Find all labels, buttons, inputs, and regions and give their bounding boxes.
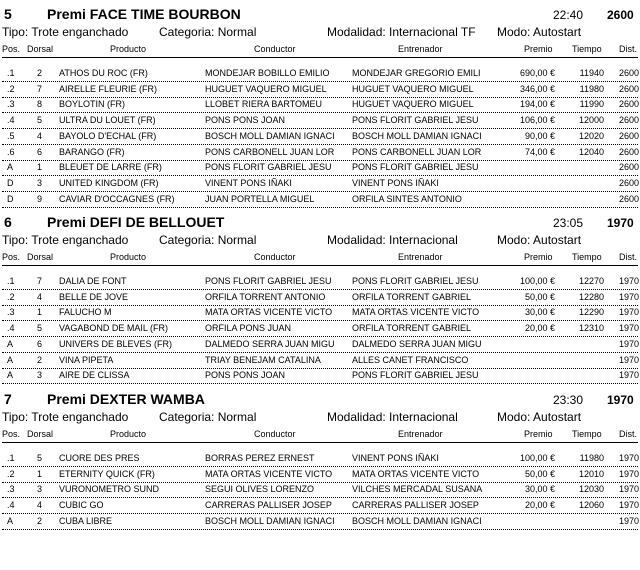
col-dorsal-header: Dorsal xyxy=(27,44,54,54)
cell-pos: .3 xyxy=(7,307,15,318)
race-modo: Modo: Autostart xyxy=(497,25,582,39)
cell-conductor: TRIAY BENEJAM CATALINA xyxy=(205,354,321,365)
cell-tiempo: 12000 xyxy=(578,115,604,126)
cell-dist: 1970 xyxy=(618,354,639,365)
cell-pos: .2 xyxy=(7,468,15,479)
table-row xyxy=(0,482,640,497)
cell-dorsal: 1 xyxy=(37,162,43,173)
table-row xyxy=(0,145,640,160)
cell-dorsal: 6 xyxy=(37,146,43,157)
race-title: Premi DEFI DE BELLOUET xyxy=(47,214,225,230)
cell-dorsal: 7 xyxy=(37,83,43,94)
col-producto-header: Producto xyxy=(110,429,147,439)
cell-pos: .1 xyxy=(7,68,15,78)
cell-conductor: MATA ORTAS VICENTE VICTO xyxy=(205,307,333,318)
table-row xyxy=(0,129,640,144)
cell-pos: .4 xyxy=(7,115,15,126)
cell-producto: BAYOLO D'ECHAL (FR) xyxy=(59,130,157,141)
col-entrenador-header: Entrenador xyxy=(398,252,443,262)
cell-dist: 1970 xyxy=(618,323,639,334)
cell-dist: 2600 xyxy=(618,193,639,204)
cell-tiempo: 12290 xyxy=(578,307,604,318)
cell-producto: ATHOS DU ROC (FR) xyxy=(59,68,148,78)
race-categoria: Categoria: Normal xyxy=(159,25,257,39)
cell-dorsal: 7 xyxy=(37,276,43,286)
cell-producto: CUBIC GO xyxy=(59,500,104,511)
cell-producto: BOYLOTIN (FR) xyxy=(59,99,126,110)
cell-producto: UNIVERS DE BLEVES (FR) xyxy=(59,338,173,349)
col-dist-header: Dist. xyxy=(619,429,637,439)
row-divider xyxy=(2,529,638,530)
cell-pos: A xyxy=(7,338,14,349)
cell-entrenador: DALMEDO SERRA JUAN MIGU xyxy=(352,338,482,349)
cell-pos: .4 xyxy=(7,323,15,334)
col-tiempo-header: Tiempo xyxy=(572,44,602,54)
cell-tiempo: 12270 xyxy=(578,276,604,286)
cell-premio: 194,00 € xyxy=(519,99,555,110)
cell-producto: BELLE DE JOVE xyxy=(59,291,129,302)
cell-pos: D xyxy=(7,177,14,188)
race-number: 6 xyxy=(4,214,12,230)
cell-entrenador: ALLES CANET FRANCISCO xyxy=(352,354,469,365)
cell-dist: 1970 xyxy=(618,500,639,511)
race-distance: 1970 xyxy=(607,216,634,230)
cell-producto: CUBA LIBRE xyxy=(59,515,113,526)
cell-dist: 1970 xyxy=(618,338,639,349)
race-categoria: Categoria: Normal xyxy=(159,233,257,247)
cell-dist: 2600 xyxy=(618,83,639,94)
cell-pos: .3 xyxy=(7,99,15,110)
race-distance: 2600 xyxy=(607,8,634,22)
col-producto-header: Producto xyxy=(110,252,147,262)
cell-dist: 2600 xyxy=(618,146,639,157)
cell-producto: ETERNITY QUICK (FR) xyxy=(59,468,155,479)
cell-premio: 20,00 € xyxy=(524,323,555,334)
race-title: Premi DEXTER WAMBA xyxy=(47,391,205,407)
table-row xyxy=(0,192,640,207)
cell-dorsal: 2 xyxy=(37,68,43,78)
cell-pos: A xyxy=(7,354,14,365)
cell-entrenador: ORFILA TORRENT GABRIEL xyxy=(352,291,472,302)
cell-entrenador: ORFILA TORRENT GABRIEL xyxy=(352,323,472,334)
cell-conductor: HUGUET VAQUERO MIGUEL xyxy=(205,83,327,94)
cell-dorsal: 3 xyxy=(37,484,43,495)
col-producto-header: Producto xyxy=(110,44,147,54)
cell-premio: 90,00 € xyxy=(524,130,555,141)
col-pos-header: Pos. xyxy=(2,429,21,439)
race-modalidad: Modalidad: Internacional TF xyxy=(327,25,476,39)
cell-conductor: DALMEDO SERRA JUAN MIGU xyxy=(205,338,335,349)
cell-dist: 2600 xyxy=(618,177,639,188)
cell-dorsal: 2 xyxy=(37,354,43,365)
cell-premio: 106,00 € xyxy=(519,115,555,126)
race-time: 22:40 xyxy=(553,8,584,22)
header-divider xyxy=(2,57,638,58)
cell-entrenador: VILCHES MERCADAL SUSANA xyxy=(352,484,483,495)
cell-dist: 1970 xyxy=(618,276,639,286)
cell-entrenador: CARRERAS PALLISER JOSEP xyxy=(352,500,479,511)
table-row xyxy=(0,337,640,352)
cell-tiempo: 12040 xyxy=(578,146,604,157)
cell-pos: .6 xyxy=(7,146,15,157)
cell-entrenador: HUGUET VAQUERO MIGUEL xyxy=(352,83,474,94)
cell-dist: 1970 xyxy=(618,515,639,526)
cell-premio: 30,00 € xyxy=(524,307,555,318)
col-pos-header: Pos. xyxy=(2,44,21,54)
cell-entrenador: VINENT PONS IÑAKI xyxy=(352,177,439,188)
col-entrenador-header: Entrenador xyxy=(398,429,443,439)
cell-conductor: PONS FLORIT GABRIEL JESU xyxy=(205,162,332,173)
cell-dist: 2600 xyxy=(618,115,639,126)
cell-producto: FALUCHO M xyxy=(59,307,112,318)
race-modalidad: Modalidad: Internacional xyxy=(327,233,458,247)
cell-conductor: LLOBET RIERA BARTOMEU xyxy=(205,99,323,110)
cell-dorsal: 2 xyxy=(37,515,43,526)
race-modalidad: Modalidad: Internacional xyxy=(327,410,458,424)
table-row xyxy=(0,498,640,513)
cell-tiempo: 11990 xyxy=(579,99,604,110)
table-row xyxy=(0,353,640,368)
cell-dorsal: 5 xyxy=(37,323,43,334)
cell-premio: 20,00 € xyxy=(524,500,555,511)
cell-producto: BARANGO (FR) xyxy=(59,146,125,157)
race-number: 5 xyxy=(4,6,12,22)
cell-producto: AIRELLE FLEURIE (FR) xyxy=(59,83,158,94)
cell-dist: 1970 xyxy=(618,453,639,463)
cell-dorsal: 1 xyxy=(37,468,43,479)
cell-conductor: MONDEJAR BOBILLO EMILIO xyxy=(205,68,330,78)
cell-dorsal: 5 xyxy=(37,453,43,463)
cell-producto: AIRE DE CLISSA xyxy=(59,370,130,381)
cell-tiempo: 11980 xyxy=(579,83,604,94)
cell-entrenador: PONS FLORIT GABRIEL JESU xyxy=(352,276,479,286)
col-premio-header: Premio xyxy=(524,429,553,439)
cell-dorsal: 4 xyxy=(37,130,43,141)
cell-pos: D xyxy=(7,193,14,204)
col-dist-header: Dist. xyxy=(619,44,637,54)
col-dist-header: Dist. xyxy=(619,252,637,262)
cell-pos: .4 xyxy=(7,500,15,511)
cell-entrenador: PONS FLORIT GABRIEL JESU xyxy=(352,115,479,126)
table-row xyxy=(0,176,640,191)
cell-producto: ULTRA DU LOUET (FR) xyxy=(59,115,156,126)
cell-conductor: PONS PONS JOAN xyxy=(205,115,286,126)
cell-pos: A xyxy=(7,515,14,526)
cell-producto: CUORE DES PRES xyxy=(59,453,140,463)
cell-dorsal: 5 xyxy=(37,115,43,126)
cell-premio: 100,00 € xyxy=(519,453,555,463)
cell-premio: 690,00 € xyxy=(519,68,555,78)
cell-entrenador: PONS CARBONELL JUAN LOR xyxy=(352,146,482,157)
table-row xyxy=(0,290,640,305)
col-pos-header: Pos. xyxy=(2,252,21,262)
cell-conductor: BOSCH MOLL DAMIAN IGNACI xyxy=(205,130,335,141)
cell-tiempo: 12310 xyxy=(578,323,604,334)
cell-conductor: ORFILA PONS JUAN xyxy=(205,323,292,334)
cell-dist: 1970 xyxy=(618,370,639,381)
cell-dist: 1970 xyxy=(618,291,639,302)
table-row xyxy=(0,160,640,175)
race-time: 23:05 xyxy=(553,216,584,230)
col-entrenador-header: Entrenador xyxy=(398,44,443,54)
cell-conductor: VINENT PONS IÑAKI xyxy=(205,177,292,188)
col-conductor-header: Conductor xyxy=(254,429,296,439)
race-distance: 1970 xyxy=(607,393,634,407)
cell-producto: DALIA DE FONT xyxy=(59,276,127,286)
cell-dist: 2600 xyxy=(618,99,639,110)
cell-pos: .2 xyxy=(7,83,15,94)
cell-tiempo: 12010 xyxy=(578,468,604,479)
table-row xyxy=(0,451,640,466)
cell-dorsal: 4 xyxy=(37,500,43,511)
cell-premio: 346,00 € xyxy=(519,83,555,94)
table-row xyxy=(0,274,640,289)
cell-premio: 50,00 € xyxy=(524,291,555,302)
table-row xyxy=(0,321,640,336)
cell-pos: .1 xyxy=(7,453,15,463)
cell-entrenador: BOSCH MOLL DAMIAN IGNACI xyxy=(352,130,482,141)
race-tipo: Tipo: Trote enganchado xyxy=(2,25,129,39)
cell-pos: .1 xyxy=(7,276,15,286)
col-conductor-header: Conductor xyxy=(254,252,296,262)
row-divider xyxy=(2,207,638,208)
cell-conductor: PONS PONS JOAN xyxy=(205,370,286,381)
race-title: Premi FACE TIME BOURBON xyxy=(47,6,241,22)
col-tiempo-header: Tiempo xyxy=(572,252,602,262)
cell-conductor: BORRAS PEREZ ERNEST xyxy=(205,453,315,463)
table-row xyxy=(0,305,640,320)
cell-tiempo: 11980 xyxy=(579,453,604,463)
cell-conductor: ORFILA TORRENT ANTONIO xyxy=(205,291,326,302)
cell-dorsal: 8 xyxy=(37,99,43,110)
col-premio-header: Premio xyxy=(524,44,553,54)
cell-dist: 2600 xyxy=(618,162,639,173)
table-row xyxy=(0,97,640,112)
cell-tiempo: 12060 xyxy=(578,500,604,511)
table-row xyxy=(0,368,640,383)
race-modo: Modo: Autostart xyxy=(497,410,582,424)
cell-dist: 2600 xyxy=(618,130,639,141)
col-premio-header: Premio xyxy=(524,252,553,262)
race-number: 7 xyxy=(4,391,12,407)
cell-dorsal: 6 xyxy=(37,338,43,349)
cell-entrenador: PONS FLORIT GABRIEL JESU xyxy=(352,370,479,381)
table-row xyxy=(0,514,640,529)
table-row xyxy=(0,82,640,97)
cell-conductor: PONS CARBONELL JUAN LOR xyxy=(205,146,335,157)
cell-producto: VURONOMETRO SUND xyxy=(59,484,160,495)
race-tipo: Tipo: Trote enganchado xyxy=(2,410,129,424)
cell-dorsal: 3 xyxy=(37,177,43,188)
col-dorsal-header: Dorsal xyxy=(27,429,54,439)
race-tipo: Tipo: Trote enganchado xyxy=(2,233,129,247)
col-conductor-header: Conductor xyxy=(254,44,296,54)
cell-tiempo: 12030 xyxy=(578,484,604,495)
cell-entrenador: PONS FLORIT GABRIEL JESU xyxy=(352,162,479,173)
cell-pos: A xyxy=(7,370,14,381)
cell-conductor: SEGUI OLIVES LORENZO xyxy=(205,484,315,495)
table-row xyxy=(0,113,640,128)
cell-conductor: PONS FLORIT GABRIEL JESU xyxy=(205,276,332,286)
cell-conductor: CARRERAS PALLISER JOSEP xyxy=(205,500,332,511)
col-dorsal-header: Dorsal xyxy=(27,252,54,262)
cell-pos: .5 xyxy=(7,130,15,141)
cell-conductor: JUAN PORTELLA MIGUEL xyxy=(205,193,315,204)
cell-premio: 50,00 € xyxy=(524,468,555,479)
cell-producto: BLEUET DE LARRE (FR) xyxy=(59,162,162,173)
cell-dist: 1970 xyxy=(618,484,639,495)
cell-conductor: MATA ORTAS VICENTE VICTO xyxy=(205,468,333,479)
cell-premio: 30,00 € xyxy=(524,484,555,495)
race-time: 23:30 xyxy=(553,393,584,407)
header-divider xyxy=(2,265,638,266)
cell-entrenador: MATA ORTAS VICENTE VICTO xyxy=(352,468,480,479)
cell-pos: .2 xyxy=(7,291,15,302)
cell-dist: 2600 xyxy=(618,68,639,78)
cell-pos: .3 xyxy=(7,484,15,495)
cell-dist: 1970 xyxy=(618,468,639,479)
table-row xyxy=(0,467,640,482)
cell-producto: CAVIAR D'OCCAGNES (FR) xyxy=(59,193,175,204)
cell-conductor: BOSCH MOLL DAMIAN IGNACI xyxy=(205,515,335,526)
race-categoria: Categoria: Normal xyxy=(159,410,257,424)
cell-entrenador: ORFILA SINTES ANTONIO xyxy=(352,193,462,204)
cell-producto: VINA PIPETA xyxy=(59,354,114,365)
race-modo: Modo: Autostart xyxy=(497,233,582,247)
cell-dorsal: 1 xyxy=(37,307,43,318)
cell-tiempo: 12280 xyxy=(578,291,604,302)
cell-producto: VAGABOND DE MAIL (FR) xyxy=(59,323,169,334)
row-divider xyxy=(2,383,638,384)
cell-entrenador: BOSCH MOLL DAMIAN IGNACI xyxy=(352,515,482,526)
cell-entrenador: MATA ORTAS VICENTE VICTO xyxy=(352,307,480,318)
cell-dorsal: 9 xyxy=(37,193,43,204)
cell-tiempo: 12020 xyxy=(578,130,604,141)
cell-dist: 1970 xyxy=(618,307,639,318)
cell-dorsal: 4 xyxy=(37,291,43,302)
cell-pos: A xyxy=(7,162,14,173)
cell-entrenador: VINENT PONS IÑAKI xyxy=(352,453,439,463)
cell-tiempo: 11940 xyxy=(579,68,604,78)
cell-dorsal: 3 xyxy=(37,370,43,381)
col-tiempo-header: Tiempo xyxy=(572,429,602,439)
cell-premio: 100,00 € xyxy=(519,276,555,286)
cell-premio: 74,00 € xyxy=(524,146,555,157)
header-divider xyxy=(2,442,638,443)
cell-producto: UNITED KINGDOM (FR) xyxy=(59,177,159,188)
table-row xyxy=(0,66,640,81)
cell-entrenador: HUGUET VAQUERO MIGUEL xyxy=(352,99,474,110)
cell-entrenador: MONDEJAR GREGORIO EMILI xyxy=(352,68,481,78)
